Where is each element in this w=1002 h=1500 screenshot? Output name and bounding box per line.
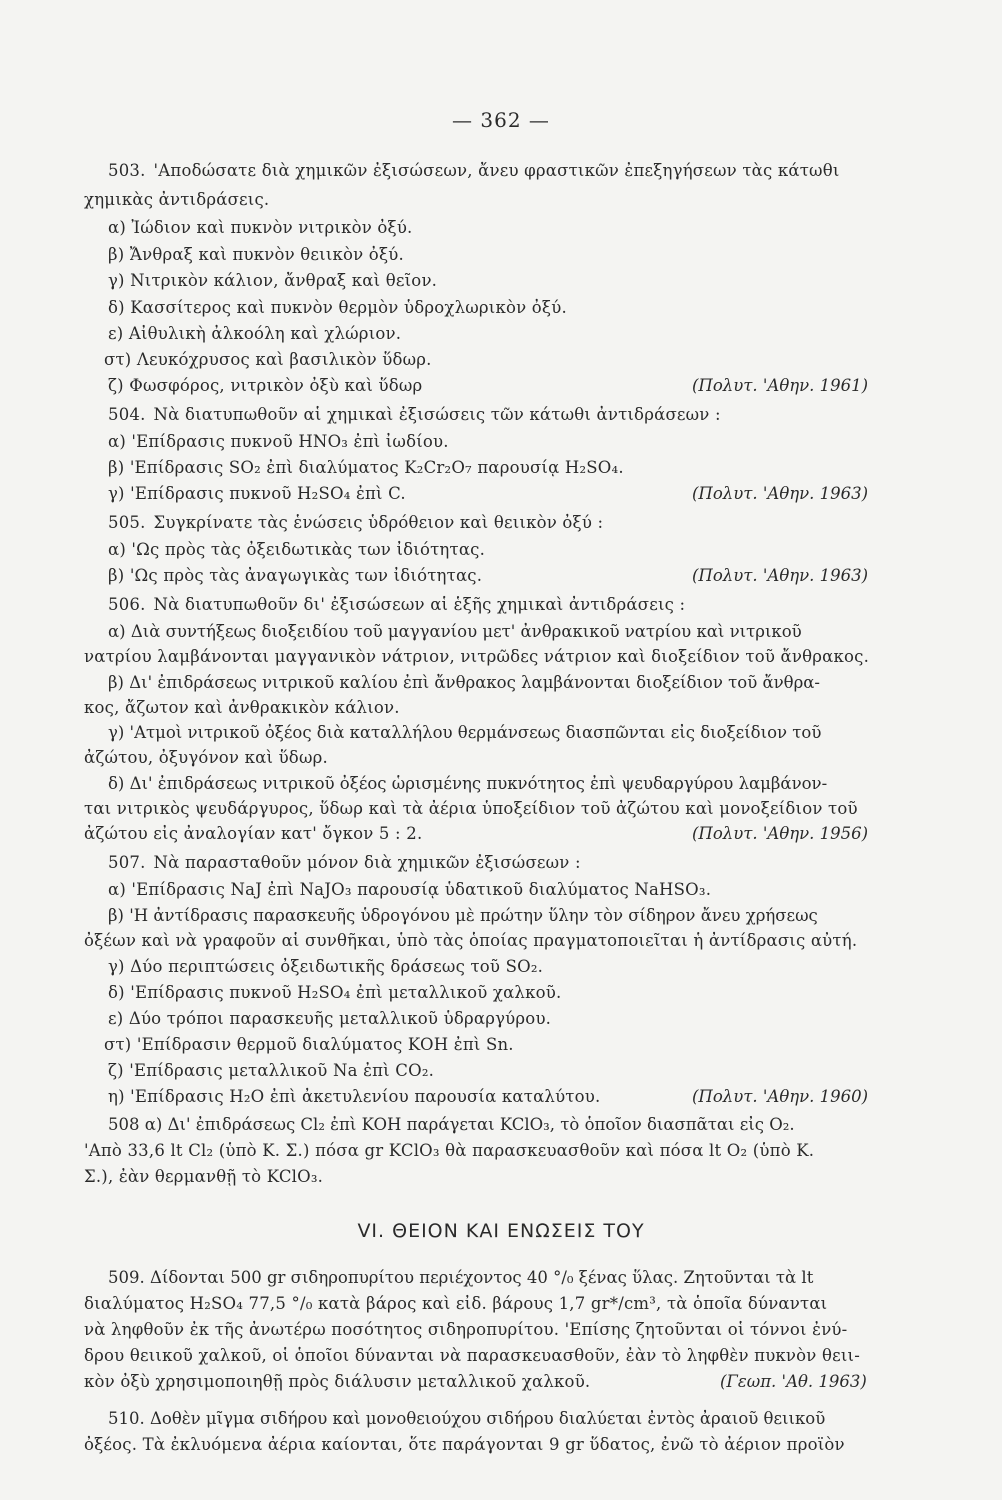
problem-510-line: ὀξέος. Τὰ ἐκλυόμενα ἀέρια καίονται, ὅτε παράγονται 9 gr ὕδατος, ἐνῶ τὸ ἀέριον προϊὸν	[84, 1435, 845, 1454]
page-number: — 362 —	[452, 108, 550, 132]
problem-504-intro: 504. Νὰ διατυπωθοῦν αἱ χημικαὶ ἐξισώσεις τῶν κάτωθι ἀντιδράσεων :	[108, 405, 721, 424]
problem-508-line: Σ.), ἐὰν θερμανθῇ τὸ KClO₃.	[84, 1167, 324, 1186]
problem-509-line: 509. Δίδονται 500 gr σιδηροπυρίτου περιέχοντος 40 °/₀ ξένας ὕλας. Ζητοῦνται τὰ lt	[108, 1268, 814, 1287]
problem-505-item: β) 'Ως πρὸς τὰς ἀναγωγικὰς των ἰδιότητας.	[108, 566, 483, 585]
problem-506-line: β) Δι' ἐπιδράσεως νιτρικοῦ καλίου ἐπὶ ἄνθρακος λαμβάνονται διοξείδιον τοῦ ἄνθρα-	[108, 673, 820, 692]
problem-509-line: διαλύματος H₂SO₄ 77,5 °/₀ κατὰ βάρος καὶ εἰδ. βάρους 1,7 gr*/cm³, τὰ ὁποῖα δύνανται	[84, 1294, 828, 1313]
problem-507-line: στ) 'Επίδρασιν θερμοῦ διαλύματος KOH ἐπὶ Sn.	[104, 1035, 514, 1054]
problem-508-line: 508 α) Δι' ἐπιδράσεως Cl₂ ἐπὶ KOH παράγεται KClO₃, τὸ ὁποῖον διασπᾶται εἰς O₂.	[108, 1115, 795, 1134]
problem-506-line: α) Διὰ συντήξεως διοξειδίου τοῦ μαγγανίου μετ' ἀνθρακικοῦ νατρίου καὶ νιτρικοῦ	[108, 622, 802, 641]
problem-507-source: (Πολυτ. 'Αθην. 1960)	[692, 1087, 869, 1106]
problem-506-line: νατρίου λαμβάνονται μαγγανικὸν νάτριον, νιτρῶδες νάτριον καὶ διοξείδιον τοῦ ἄνθρακος.	[84, 647, 870, 666]
problem-509-line: νὰ ληφθοῦν ἐκ τῆς ἀνωτέρω ποσότητος σιδηροπυρίτου. 'Επίσης ζητοῦνται οἱ τόννοι ἐνύ-	[84, 1320, 848, 1339]
problem-505-intro: 505. Συγκρίνατε τὰς ἑνώσεις ὑδρόθειον καὶ θειικὸν ὀξύ :	[108, 513, 604, 532]
problem-504-item: γ) 'Επίδρασις πυκνοῦ H₂SO₄ ἐπὶ C.	[108, 484, 406, 503]
problem-507-line: ε) Δύο τρόποι παρασκευῆς μεταλλικοῦ ὑδραργύρου.	[108, 1009, 552, 1028]
problem-509-line: δρου θειικοῦ χαλκοῦ, οἱ ὁποῖοι δύνανται νὰ παρασκευασθοῦν, ἐὰν τὸ ληφθὲν πυκνὸν θειι-	[84, 1346, 860, 1365]
problem-507-line: γ) Δύο περιπτώσεις ὀξειδωτικῆς δράσεως τοῦ SO₂.	[108, 957, 544, 976]
problem-number: 506.	[108, 595, 146, 614]
problem-507-line: α) 'Επίδρασις NaJ ἐπὶ NaJO₃ παρουσίᾳ ὑδατικοῦ διαλύματος NaHSO₃.	[108, 880, 712, 899]
problem-503-intro: 503. 'Αποδώσατε διὰ χημικῶν ἐξισώσεων, ἄνευ φραστικῶν ἐπεξηγήσεων τὰς κάτωθι	[108, 161, 840, 180]
problem-508-line: 'Απὸ 33,6 lt Cl₂ (ὑπὸ Κ. Σ.) πόσα gr KClO₃ θὰ παρασκευασθοῦν καὶ πόσα lt O₂ (ὑπὸ Κ.	[84, 1141, 815, 1160]
problem-506-line: ἀζώτου εἰς ἀναλογίαν κατ' ὄγκον 5 : 2.	[84, 824, 423, 843]
problem-506-intro: 506. Νὰ διατυπωθοῦν δι' ἐξισώσεων αἱ ἑξῆς χημικαὶ ἀντιδράσεις :	[108, 595, 686, 614]
problem-number: 503.	[108, 161, 146, 180]
problem-503-item: β) Ἄνθραξ καὶ πυκνὸν θειικὸν ὀξύ.	[108, 245, 404, 264]
problem-506-source: (Πολυτ. 'Αθην. 1956)	[692, 824, 869, 843]
problem-507-line: ὀξέων καὶ νὰ γραφοῦν αἱ συνθῆκαι, ὑπὸ τὰς ὁποίας πραγματοποιεῖται ἡ ἀντίδρασις αὐτή.	[84, 931, 858, 950]
problem-504-source: (Πολυτ. 'Αθην. 1963)	[692, 484, 869, 503]
problem-507-line: η) 'Επίδρασις H₂O ἐπὶ ἀκετυλενίου παρουσία καταλύτου.	[108, 1087, 601, 1106]
problem-504-item: β) 'Επίδρασις SO₂ ἐπὶ διαλύματος K₂Cr₂O₇ παρουσίᾳ H₂SO₄.	[108, 458, 624, 477]
problem-number: 505.	[108, 513, 146, 532]
section-heading: VI. ΘΕΙΟΝ ΚΑΙ ΕΝΩΣΕΙΣ ΤΟΥ	[357, 1220, 645, 1242]
problem-504-item: α) 'Επίδρασις πυκνοῦ HNO₃ ἐπὶ ἰωδίου.	[108, 432, 449, 451]
problem-503-intro-cont: χημικὰς ἀντιδράσεις.	[84, 190, 270, 209]
problem-503-item: γ) Νιτρικὸν κάλιον, ἄνθραξ καὶ θεῖον.	[108, 271, 438, 290]
problem-510-line: 510. Δοθὲν μῖγμα σιδήρου καὶ μονοθειούχου σιδήρου διαλύεται ἐντὸς ἀραιοῦ θειικοῦ	[108, 1409, 826, 1428]
problem-503-item: δ) Κασσίτερος καὶ πυκνὸν θερμὸν ὑδροχλωρικὸν ὀξύ.	[108, 298, 567, 317]
problem-number: 504.	[108, 405, 146, 424]
problem-505-item: α) 'Ως πρὸς τὰς ὀξειδωτικὰς των ἰδιότητας.	[108, 540, 486, 559]
problem-509-line: κὸν ὀξὺ χρησιμοποιηθῇ πρὸς διάλυσιν μεταλλικοῦ χαλκοῦ.	[84, 1372, 591, 1391]
problem-507-line: ζ) 'Επίδρασις μεταλλικοῦ Na ἐπὶ CO₂.	[108, 1061, 435, 1080]
problem-503-item: ε) Αἰθυλικὴ ἀλκοόλη καὶ χλώριον.	[108, 324, 402, 343]
problem-506-line: γ) 'Ατμοὶ νιτρικοῦ ὀξέος διὰ καταλλήλου θερμάνσεως διασπῶνται εἰς διοξείδιον τοῦ	[108, 723, 822, 742]
problem-505-source: (Πολυτ. 'Αθην. 1963)	[692, 566, 869, 585]
problem-509-source: (Γεωπ. 'Αθ. 1963)	[720, 1372, 867, 1391]
problem-506-line: ἀζώτου, ὀξυγόνον καὶ ὕδωρ.	[84, 748, 328, 767]
problem-503-item: ζ) Φωσφόρος, νιτρικὸν ὀξὺ καὶ ὕδωρ	[108, 376, 423, 395]
problem-507-line: β) 'Η ἀντίδρασις παρασκευῆς ὑδρογόνου μὲ πρώτην ὕλην τὸν σίδηρον ἄνευ χρήσεως	[108, 906, 818, 925]
problem-506-line: δ) Δι' ἐπιδράσεως νιτρικοῦ ὀξέος ὡρισμένης πυκνότητος ἐπὶ ψευδαργύρου λαμβάνον-	[108, 774, 828, 793]
problem-number: 507.	[108, 853, 146, 872]
problem-503-source: (Πολυτ. 'Αθην. 1961)	[692, 376, 869, 395]
problem-503-item: στ) Λευκόχρυσος καὶ βασιλικὸν ὕδωρ.	[104, 350, 432, 369]
problem-507-line: δ) 'Επίδρασις πυκνοῦ H₂SO₄ ἐπὶ μεταλλικοῦ χαλκοῦ.	[108, 983, 562, 1002]
problem-507-intro: 507. Νὰ παρασταθοῦν μόνον διὰ χημικῶν ἐξισώσεων :	[108, 853, 581, 872]
problem-506-line: ται νιτρικὸς ψευδάργυρος, ὕδωρ καὶ τὰ ἀέρια ὑποξείδιον τοῦ ἀζώτου καὶ μονοξείδιον τοῦ	[84, 799, 858, 818]
problem-503-item: α) Ἰώδιον καὶ πυκνὸν νιτρικὸν ὀξύ.	[108, 218, 413, 237]
problem-506-line: κος, ἄζωτον καὶ ἀνθρακικὸν κάλιον.	[84, 698, 400, 717]
